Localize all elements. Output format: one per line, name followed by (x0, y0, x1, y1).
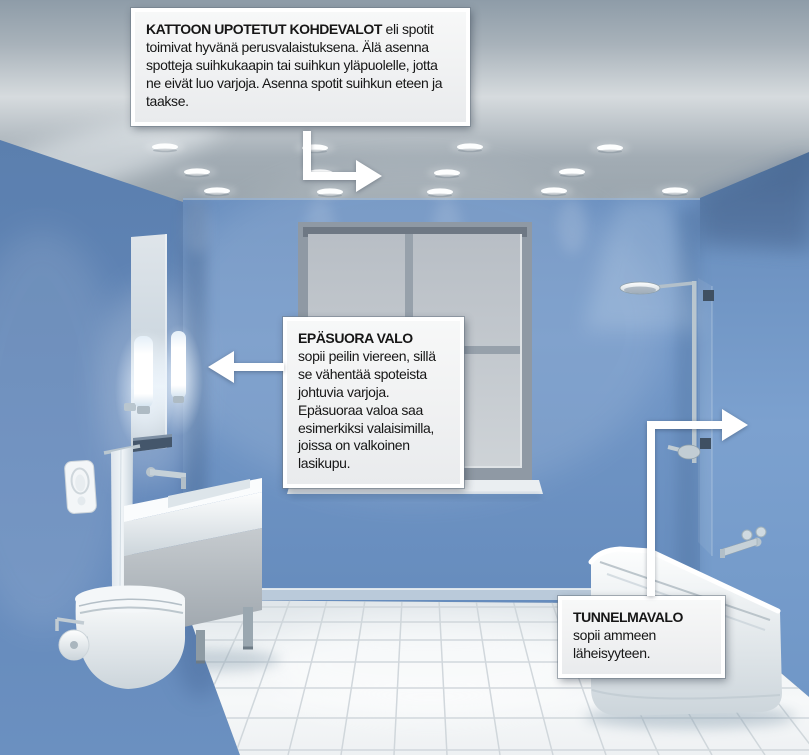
callout-body: sopii peilin viereen, sillä se vähentää spoteista johtuvia varjoja. Epäsuoraa valoa saa esimerkiksi valaisimilla, joissa on valkoinen lasikupu. (298, 347, 436, 472)
callout-mood-light (558, 596, 725, 678)
flush-plate (64, 460, 97, 514)
callout-ceiling-spots (131, 8, 470, 126)
callout-body: eli spotit toimivat hyvänä perusvalaistuksena. Älä asenna spotteja suihkukaapin tai suihkun yläpuolelle, jotta ne eivät luo varjoja. Asenna spotit suihkun eteen ja taakse. (146, 21, 443, 109)
callout-text (298, 330, 449, 473)
wall-lamp-right (171, 331, 186, 403)
callout-indirect-light (283, 317, 464, 488)
callout-title: TUNNELMAVALO (573, 609, 683, 625)
callout-title: KATTOON UPOTETUT KOHDEVALOT (146, 21, 382, 37)
callout-text (573, 609, 710, 663)
callout-text (146, 21, 455, 111)
callout-title: EPÄSUORA VALO (298, 330, 413, 346)
callout-body: sopii ammeen läheisyyteen. (573, 626, 656, 661)
glass-screen (698, 278, 714, 556)
